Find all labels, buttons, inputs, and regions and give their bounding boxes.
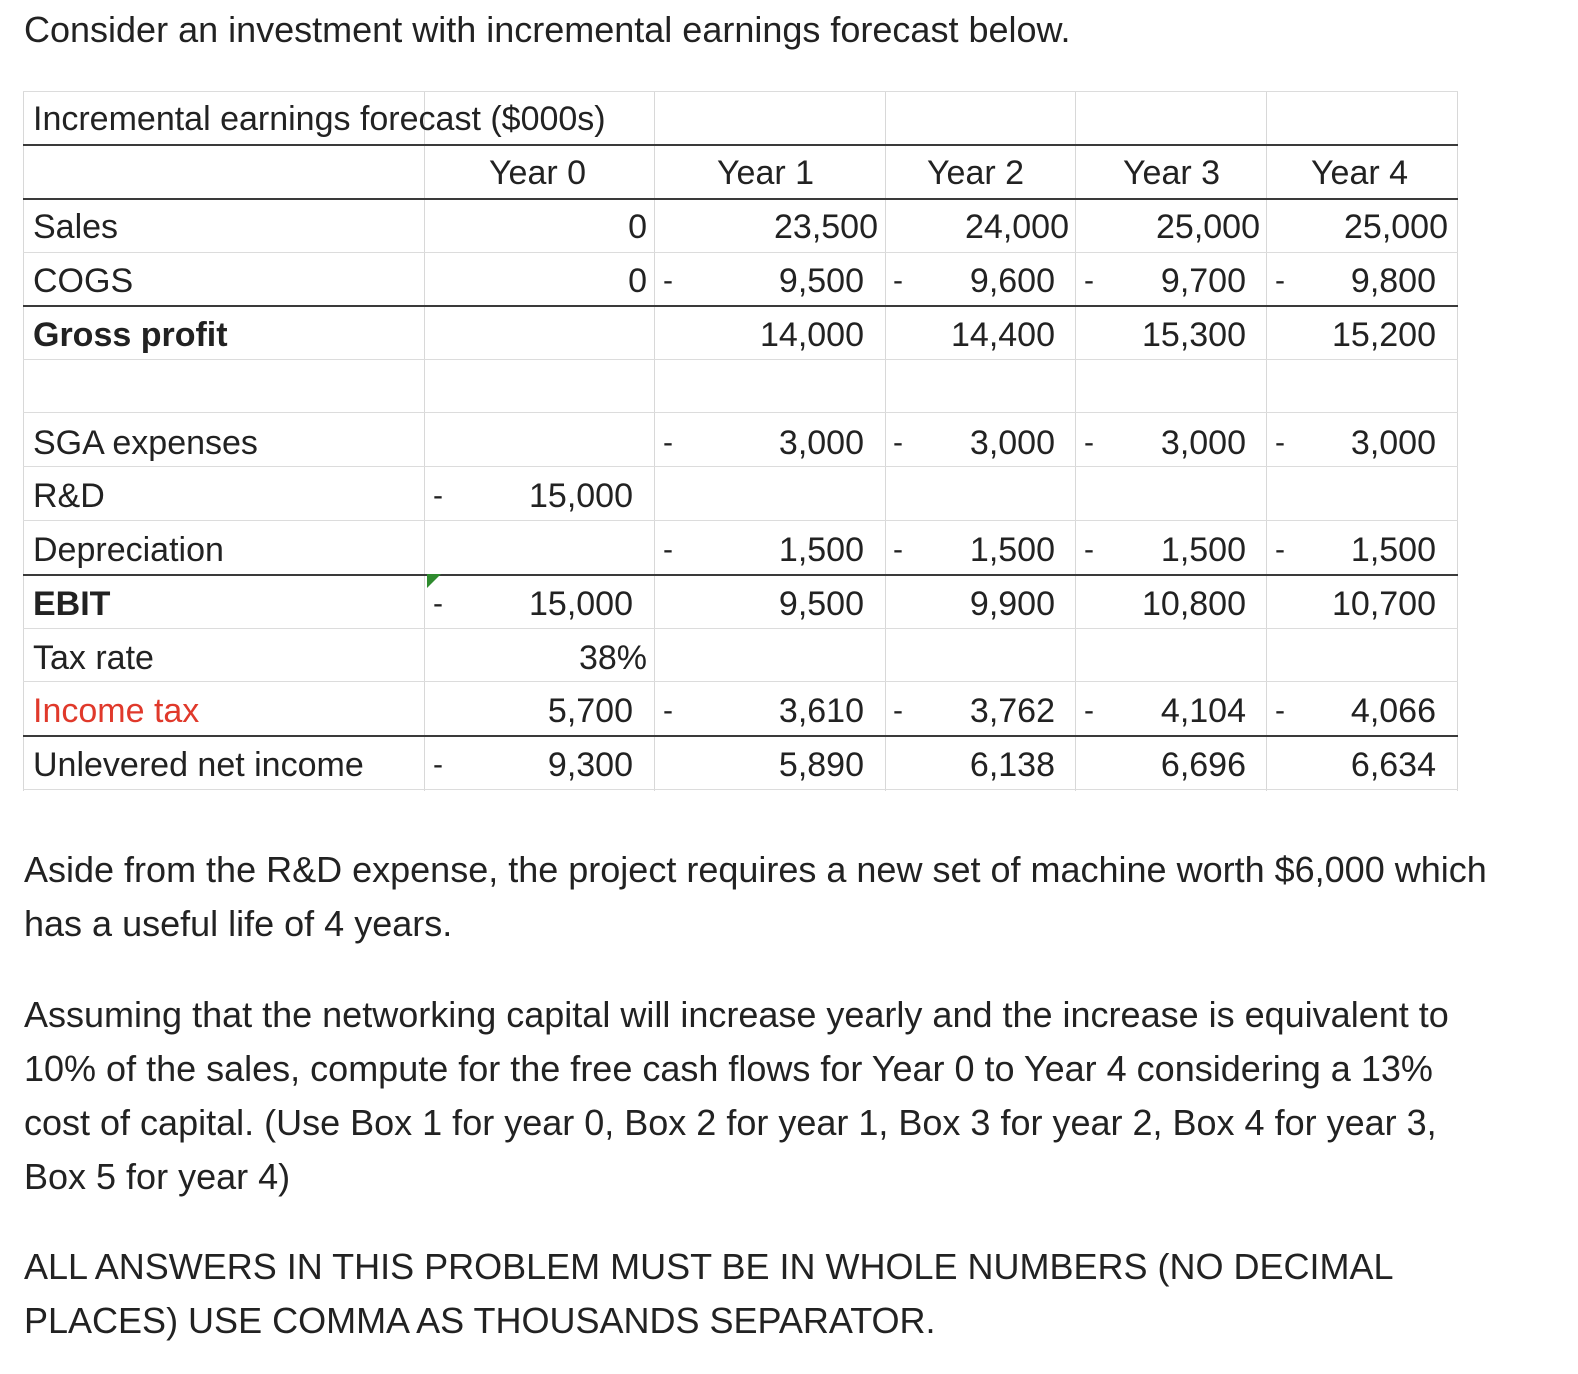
header-year-2: Year 2 (927, 154, 1025, 192)
row-label-income-tax: Income tax (33, 692, 200, 730)
gross-profit-year-1: 14,000 (760, 316, 864, 354)
instructions-paragraph: ALL ANSWERS IN THIS PROBLEM MUST BE IN WHOLE NUMBERS (NO DECIMAL PLACES) USE COMMA AS THOUSANDS SEPARATOR. (24, 1246, 1393, 1341)
net-income-year-1: 5,890 (778, 746, 864, 784)
header-year-3: Year 3 (1123, 154, 1221, 192)
income-tax-year-2: 3,762 (969, 692, 1055, 730)
cogs-year-2: 9,600 (969, 262, 1055, 300)
depreciation-year-2: 1,500 (969, 531, 1055, 569)
net-income-year-2: 6,138 (969, 746, 1055, 784)
negative-sign: - (893, 533, 903, 566)
earnings-forecast-table (23, 91, 1458, 791)
machine-paragraph: Aside from the R&D expense, the project requires a new set of machine worth $6,000 which has a useful life of 4 years. (24, 849, 1487, 944)
cogs-year-3: 9,700 (1160, 262, 1246, 300)
ebit-year-1: 9,500 (778, 585, 864, 623)
row-label-sga: SGA expenses (33, 424, 258, 462)
ebit-year-4: 10,700 (1332, 585, 1436, 623)
negative-sign: - (893, 264, 903, 297)
net-income-year-0: 9,300 (547, 746, 633, 784)
gross-profit-year-4: 15,200 (1332, 316, 1436, 354)
net-income-year-4: 6,634 (1350, 746, 1436, 784)
header-year-0: Year 0 (489, 154, 587, 192)
income-tax-year-0: 5,700 (547, 692, 633, 730)
net-income-year-3: 6,696 (1160, 746, 1246, 784)
header-year-4: Year 4 (1311, 154, 1409, 192)
sales-year-2: 24,000 (965, 208, 1069, 246)
sga-year-1: 3,000 (778, 424, 864, 462)
negative-sign: - (1275, 533, 1285, 566)
negative-sign: - (893, 426, 903, 459)
row-label-ebit: EBIT (33, 585, 111, 623)
row-label-unlevered-net-income: Unlevered net income (33, 746, 364, 784)
intro-text: Consider an investment with incremental earnings forecast below. (24, 9, 1071, 50)
sales-year-0: 0 (628, 208, 647, 246)
sales-year-3: 25,000 (1156, 208, 1260, 246)
negative-sign: - (663, 694, 673, 727)
negative-sign: - (1084, 533, 1094, 566)
row-label-sales: Sales (33, 208, 119, 246)
sales-year-4: 25,000 (1344, 208, 1448, 246)
cogs-year-0: 0 (628, 262, 647, 300)
negative-sign: - (1275, 694, 1285, 727)
ebit-year-2: 9,900 (969, 585, 1055, 623)
row-label-cogs: COGS (33, 262, 134, 300)
income-tax-year-4: 4,066 (1350, 692, 1436, 730)
negative-sign: - (663, 426, 673, 459)
negative-sign: - (433, 748, 443, 781)
gross-profit-year-2: 14,400 (951, 316, 1055, 354)
tax-rate-year-0: 38% (578, 639, 647, 677)
row-label-rnd: R&D (33, 477, 105, 515)
rnd-year-0: 15,000 (529, 477, 633, 515)
negative-sign: - (1084, 694, 1094, 727)
income-tax-year-1: 3,610 (778, 692, 864, 730)
negative-sign: - (1084, 426, 1094, 459)
depreciation-year-3: 1,500 (1160, 531, 1246, 569)
negative-sign: - (1275, 264, 1285, 297)
table-title: Incremental earnings forecast ($000s) (33, 100, 606, 138)
sga-year-4: 3,000 (1350, 424, 1436, 462)
cogs-year-4: 9,800 (1350, 262, 1436, 300)
question-paragraph: Assuming that the networking capital will increase yearly and the increase is equivalent to 10% of the sales, compute for the free cash flows for Year 0 to Year 4 considering a 13% cost of capital. (Use Box 1 for year 0, Box 2 for year 1, Box 3 for year 2, Box 4 for year 3, Box 5 for year 4) (24, 994, 1449, 1197)
header-year-1: Year 1 (717, 154, 815, 192)
cogs-year-1: 9,500 (778, 262, 864, 300)
negative-sign: - (893, 694, 903, 727)
depreciation-year-4: 1,500 (1350, 531, 1436, 569)
negative-sign: - (1084, 264, 1094, 297)
negative-sign: - (663, 533, 673, 566)
income-tax-year-3: 4,104 (1160, 692, 1246, 730)
row-label-gross-profit: Gross profit (33, 316, 228, 354)
sga-year-2: 3,000 (969, 424, 1055, 462)
negative-sign: - (433, 587, 443, 620)
sales-year-1: 23,500 (774, 208, 878, 246)
ebit-year-3: 10,800 (1142, 585, 1246, 623)
negative-sign: - (433, 479, 443, 512)
gross-profit-year-3: 15,300 (1142, 316, 1246, 354)
row-label-depreciation: Depreciation (33, 531, 224, 569)
negative-sign: - (663, 264, 673, 297)
negative-sign: - (1275, 426, 1285, 459)
sga-year-3: 3,000 (1160, 424, 1246, 462)
ebit-year-0: 15,000 (529, 585, 633, 623)
depreciation-year-1: 1,500 (778, 531, 864, 569)
row-label-tax-rate: Tax rate (33, 639, 154, 677)
